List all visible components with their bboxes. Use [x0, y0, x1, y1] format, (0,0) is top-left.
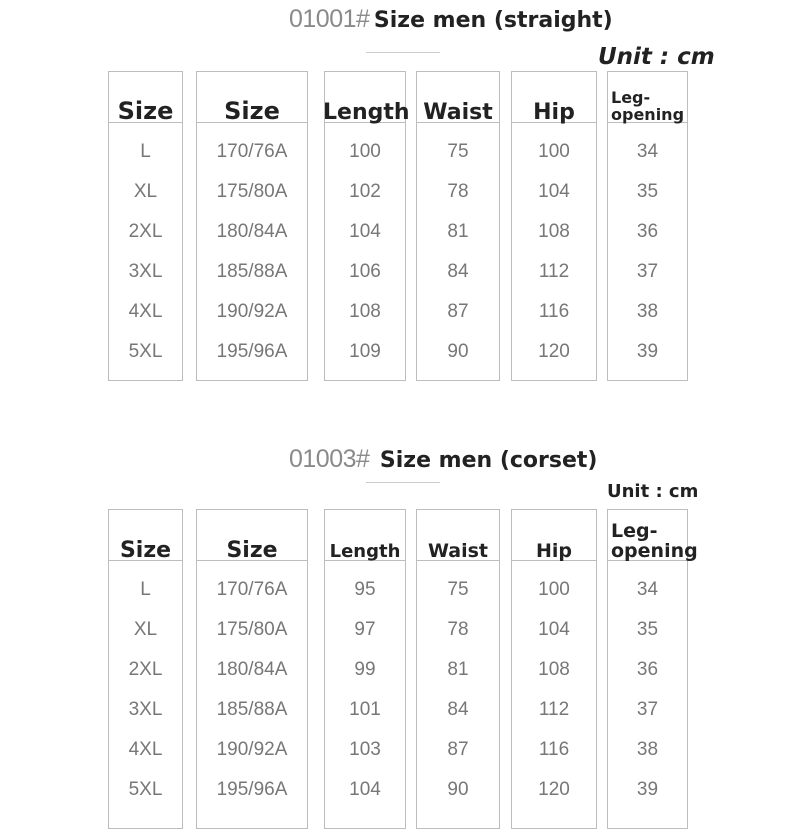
table-cell: 90 [447, 341, 469, 362]
table-cell: 104 [538, 619, 570, 640]
table-cell: 104 [349, 779, 381, 800]
column-header-label: Size [226, 537, 278, 563]
table-cell: 4XL [128, 739, 163, 760]
product-code: 01003# [289, 445, 370, 473]
table-cell: 2XL [128, 659, 163, 680]
table-cell: 120 [538, 341, 570, 362]
table-cell: 100 [538, 141, 570, 162]
column-header [608, 72, 687, 123]
table-cell: 38 [636, 739, 659, 760]
chart-name: Size men (corset) [379, 448, 598, 473]
table-cell: 175/80A [216, 181, 288, 202]
table-cell: 81 [447, 221, 469, 242]
column-header-label: Length [329, 541, 401, 563]
table-cell: 95 [354, 579, 376, 600]
column-header [197, 72, 307, 123]
table-cell: 87 [447, 739, 469, 760]
table-cell: 170/76A [216, 141, 288, 162]
column-header [323, 72, 410, 125]
table-cell: 104 [349, 221, 381, 242]
table-cell: 5XL [128, 341, 163, 362]
table-cell: 39 [636, 341, 659, 362]
table-cell: 75 [447, 141, 469, 162]
column-header [512, 510, 596, 561]
table-cell: 101 [349, 699, 381, 720]
column-header [512, 72, 596, 123]
table-column [196, 71, 308, 381]
table-cell: 81 [447, 659, 469, 680]
chart-name: Size men (straight) [373, 8, 613, 33]
table-cell: 112 [538, 699, 570, 720]
column-header-label: Hip [535, 540, 572, 563]
table-cell: 84 [447, 699, 469, 720]
table-cell: L [140, 141, 151, 162]
table-cell: 103 [349, 739, 381, 760]
unit-label: Unit : cm [598, 44, 715, 70]
table-cell: 108 [538, 659, 570, 680]
column-header [325, 510, 405, 561]
table-cell: 180/84A [216, 659, 288, 680]
unit-label: Unit : cm [607, 481, 699, 502]
column-header-label: Leg- opening [611, 88, 685, 125]
column-header-label: Size [117, 96, 174, 125]
chart-title-straight [289, 5, 613, 34]
table-column [511, 509, 597, 829]
table-cell: 38 [636, 301, 659, 322]
table-cell: 5XL [128, 779, 163, 800]
table-cell: 78 [447, 181, 469, 202]
column-header-label: Waist [423, 99, 493, 125]
table-column [108, 509, 183, 829]
table-column [323, 71, 410, 381]
column-header-label: Size [224, 96, 280, 125]
table-column [511, 71, 597, 381]
table-column [416, 71, 500, 381]
table-cell: 100 [349, 141, 381, 162]
table-column [196, 509, 308, 829]
table-cell: 102 [349, 181, 381, 202]
table-column [607, 71, 688, 381]
table-cell: 120 [538, 779, 570, 800]
table-cell: 97 [354, 619, 376, 640]
table-cell: 112 [538, 261, 570, 282]
table-cell: 108 [349, 301, 381, 322]
table-cell: 35 [636, 619, 659, 640]
table-cell: 35 [636, 181, 659, 202]
title-underline [366, 52, 440, 53]
table-cell: 108 [538, 221, 570, 242]
table-cell: 90 [447, 779, 469, 800]
column-header [417, 72, 499, 123]
column-header-label: Length [323, 99, 410, 125]
table-cell: 195/96A [216, 779, 288, 800]
column-header [608, 510, 698, 563]
table-cell: 36 [636, 659, 659, 680]
table-cell: 190/92A [216, 301, 288, 322]
table-cell: 34 [636, 141, 659, 162]
column-header-label: Leg- opening [611, 520, 698, 563]
table-column [324, 509, 406, 829]
table-cell: 39 [636, 779, 659, 800]
table-cell: 185/88A [216, 699, 288, 720]
table-cell: 106 [349, 261, 381, 282]
table-cell: 3XL [128, 699, 163, 720]
table-cell: 116 [538, 301, 570, 322]
table-cell: 36 [636, 221, 659, 242]
column-header [109, 510, 182, 561]
table-cell: 37 [636, 699, 659, 720]
table-cell: XL [133, 181, 158, 202]
column-header-label: Waist [427, 540, 488, 563]
table-cell: 104 [538, 181, 570, 202]
table-column [607, 509, 698, 829]
table-cell: 87 [447, 301, 469, 322]
table-cell: 75 [447, 579, 469, 600]
column-header [109, 72, 182, 123]
table-column [416, 509, 500, 829]
table-cell: 37 [636, 261, 659, 282]
table-cell: 3XL [128, 261, 163, 282]
table-cell: 2XL [128, 221, 163, 242]
column-header [417, 510, 499, 561]
table-cell: 84 [447, 261, 469, 282]
table-cell: 175/80A [216, 619, 288, 640]
column-header-label: Hip [533, 99, 575, 125]
table-cell: 190/92A [216, 739, 288, 760]
table-cell: 185/88A [216, 261, 288, 282]
table-cell: 78 [447, 619, 469, 640]
column-header-label: Size [119, 537, 172, 563]
table-cell: 34 [636, 579, 659, 600]
title-underline [366, 482, 440, 483]
table-column [108, 71, 183, 381]
table-cell: 4XL [128, 301, 163, 322]
table-cell: 195/96A [216, 341, 288, 362]
table-cell: 100 [538, 579, 570, 600]
chart-title-corset [289, 445, 597, 474]
table-cell: 170/76A [216, 579, 288, 600]
table-cell: 99 [354, 659, 376, 680]
table-cell: L [140, 579, 151, 600]
table-cell: 109 [349, 341, 381, 362]
table-cell: 116 [538, 739, 570, 760]
table-cell: XL [133, 619, 158, 640]
table-cell: 180/84A [216, 221, 288, 242]
product-code: 01001# [289, 5, 370, 33]
column-header [197, 510, 307, 561]
